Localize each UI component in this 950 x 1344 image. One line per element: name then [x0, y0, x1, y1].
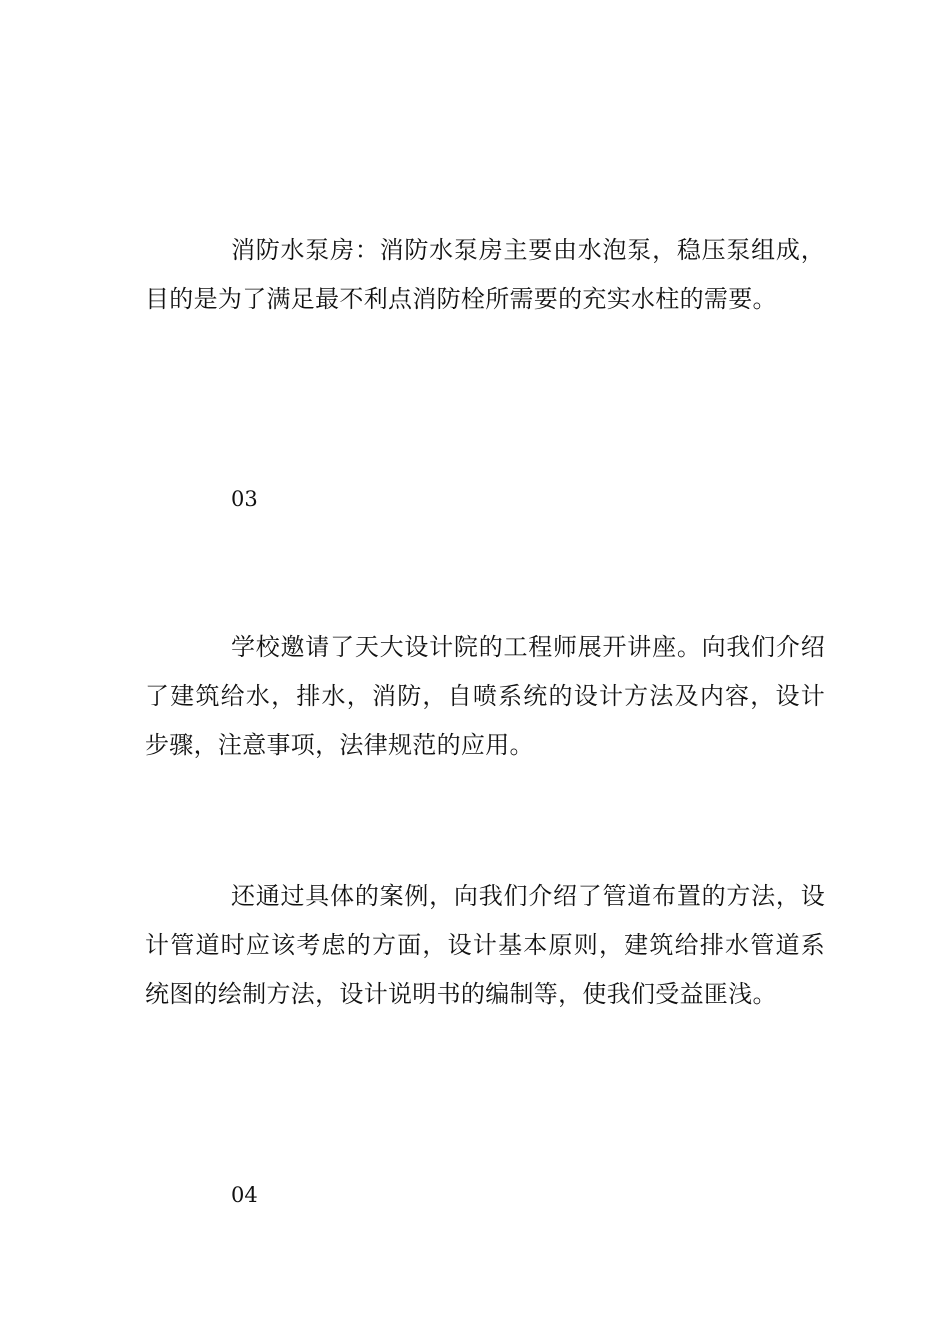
section-number-03: 03	[231, 487, 258, 511]
paragraph-fire-pump-room: 消防水泵房：消防水泵房主要由水泡泵，稳压泵组成，目的是为了满足最不利点消防栓所需要的充实水柱的需要。	[145, 236, 825, 313]
paragraph-lecture: 学校邀请了天大设计院的工程师展开讲座。向我们介绍了建筑给水，排水，消防，自喷系统的设计方法及内容，设计步骤，注意事项，法律规范的应用。	[145, 633, 825, 759]
section-number-04: 04	[231, 1183, 258, 1207]
paragraph-case-study: 还通过具体的案例，向我们介绍了管道布置的方法，设计管道时应该考虑的方面，设计基本原则，建筑给排水管道系统图的绘制方法，设计说明书的编制等，使我们受益匪浅。	[145, 882, 825, 1008]
